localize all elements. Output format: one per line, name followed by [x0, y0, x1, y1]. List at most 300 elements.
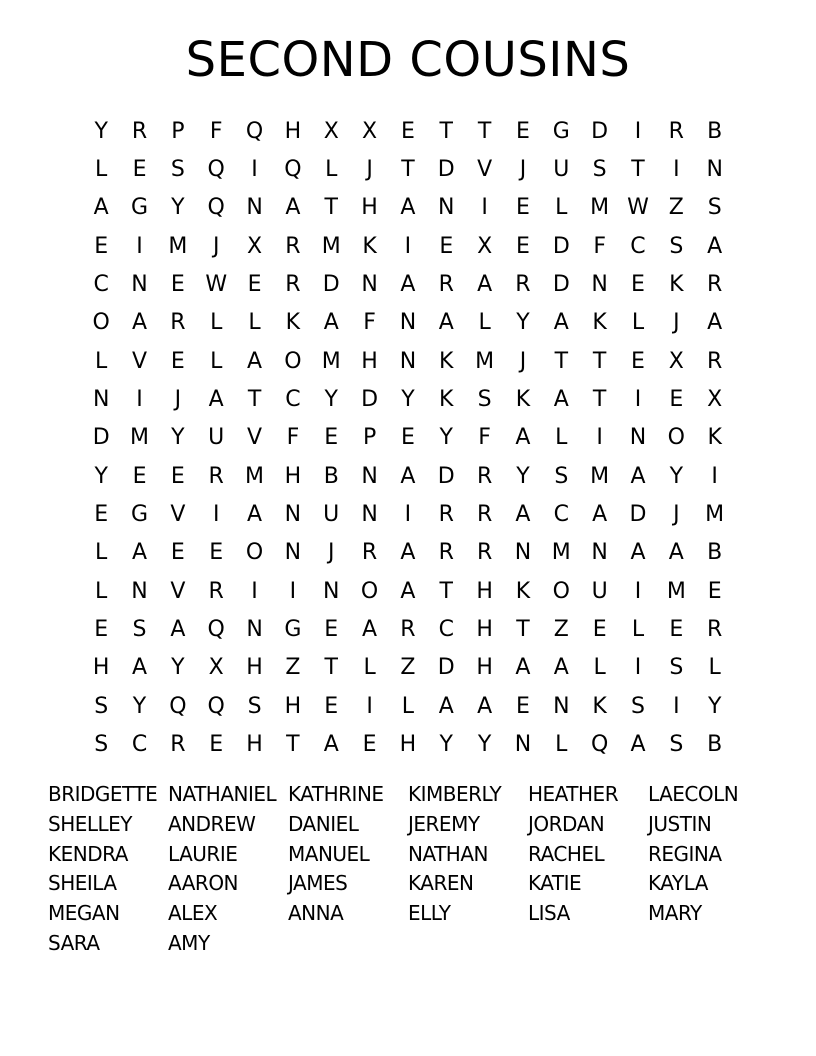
- word-list-item: KENDRA: [48, 841, 128, 866]
- grid-letter: L: [631, 310, 645, 336]
- grid-letter: F: [209, 118, 223, 144]
- grid-letter: V: [170, 502, 186, 528]
- word-list-item: ELLY: [408, 901, 451, 926]
- grid-letter: S: [132, 617, 147, 643]
- grid-letter: N: [399, 310, 417, 336]
- grid-letter: C: [553, 502, 569, 528]
- grid-letter: L: [210, 348, 223, 374]
- grid-letter: P: [362, 425, 377, 451]
- grid-letter: R: [361, 540, 378, 566]
- grid-letter: R: [707, 348, 723, 374]
- grid-letter: D: [437, 463, 455, 489]
- grid-letter: H: [246, 655, 263, 681]
- grid-letter: A: [208, 387, 224, 413]
- word-list-item: SHEILA: [48, 871, 117, 896]
- grid-letter: O: [360, 578, 379, 604]
- grid-letter: N: [629, 425, 647, 451]
- grid-letter: T: [631, 157, 645, 183]
- grid-letter: T: [516, 617, 530, 643]
- grid-letter: E: [516, 233, 530, 259]
- grid-letter: T: [247, 387, 262, 413]
- grid-letter: M: [321, 233, 341, 259]
- grid-letter: E: [132, 463, 147, 489]
- grid-letter: J: [327, 540, 335, 566]
- grid-letter: L: [325, 157, 338, 183]
- grid-letter: A: [400, 578, 416, 604]
- grid-letter: H: [284, 463, 302, 489]
- grid-letter: E: [516, 693, 530, 719]
- grid-letter: I: [634, 578, 642, 604]
- grid-letter: T: [439, 578, 453, 604]
- grid-letter: A: [438, 693, 454, 719]
- grid-letter: J: [673, 310, 680, 336]
- grid-letter: X: [477, 233, 493, 259]
- word-list-item: KAYLA: [648, 871, 708, 896]
- grid-letter: N: [438, 195, 455, 221]
- grid-letter: R: [285, 272, 301, 298]
- grid-letter: N: [246, 195, 263, 221]
- grid-letter: L: [593, 655, 606, 681]
- grid-letter: E: [94, 233, 109, 259]
- grid-letter: K: [285, 310, 301, 336]
- grid-letter: S: [631, 693, 645, 719]
- grid-letter: Q: [284, 157, 302, 183]
- grid-letter: M: [551, 540, 571, 566]
- grid-letter: R: [400, 617, 416, 643]
- grid-letter: S: [170, 157, 185, 183]
- grid-letter: N: [284, 502, 302, 528]
- grid-letter: A: [630, 732, 646, 758]
- grid-letter: E: [170, 540, 185, 566]
- grid-letter: D: [361, 387, 379, 413]
- grid-letter: S: [94, 693, 109, 719]
- grid-letter: Z: [553, 617, 569, 643]
- grid-letter: D: [92, 425, 110, 451]
- grid-letter: R: [707, 272, 723, 298]
- grid-letter: L: [555, 425, 568, 451]
- grid-letter: T: [554, 348, 569, 374]
- grid-letter: K: [707, 425, 722, 451]
- grid-letter: C: [438, 617, 454, 643]
- grid-letter: E: [324, 617, 339, 643]
- grid-letter: C: [93, 272, 109, 298]
- grid-letter: Q: [207, 195, 225, 221]
- grid-letter: E: [94, 502, 109, 528]
- grid-letter: A: [247, 502, 263, 528]
- word-list-item: MEGAN: [48, 901, 120, 926]
- grid-letter: U: [553, 157, 570, 183]
- grid-letter: S: [94, 732, 109, 758]
- grid-letter: Q: [245, 118, 264, 144]
- grid-letter: N: [399, 348, 417, 374]
- grid-letter: X: [668, 348, 684, 374]
- grid-letter: G: [552, 118, 570, 144]
- grid-letter: S: [669, 655, 684, 681]
- grid-letter: K: [515, 578, 531, 604]
- grid-letter: I: [212, 502, 220, 528]
- grid-letter: H: [476, 655, 493, 681]
- grid-letter: N: [246, 617, 263, 643]
- grid-letter: A: [477, 693, 493, 719]
- grid-letter: A: [553, 655, 569, 681]
- grid-letter: N: [514, 732, 532, 758]
- grid-letter: S: [477, 387, 492, 413]
- grid-letter: B: [707, 118, 723, 144]
- grid-letter: T: [592, 348, 607, 374]
- grid-letter: R: [668, 118, 684, 144]
- grid-letter: N: [591, 540, 608, 566]
- grid-letter: G: [130, 195, 149, 221]
- grid-letter: E: [400, 425, 415, 451]
- grid-letter: D: [437, 157, 455, 183]
- grid-letter: S: [592, 157, 607, 183]
- grid-letter: S: [707, 195, 722, 221]
- grid-letter: L: [363, 655, 376, 681]
- grid-letter: I: [711, 463, 718, 489]
- grid-letter: M: [245, 463, 265, 489]
- grid-letter: N: [361, 272, 378, 298]
- grid-letter: Z: [400, 655, 416, 681]
- grid-letter: Y: [171, 195, 185, 221]
- grid-letter: S: [669, 233, 684, 259]
- word-list-item: SARA: [48, 930, 100, 955]
- grid-letter: A: [170, 617, 186, 643]
- grid-letter: R: [515, 272, 531, 298]
- grid-letter: R: [170, 310, 186, 336]
- grid-letter: A: [592, 502, 608, 528]
- grid-letter: O: [552, 578, 570, 604]
- grid-letter: A: [515, 502, 531, 528]
- grid-letter: K: [592, 310, 607, 336]
- grid-letter: M: [590, 463, 610, 489]
- grid-letter: X: [323, 118, 339, 144]
- grid-letter: M: [321, 348, 341, 374]
- grid-letter: A: [553, 310, 569, 336]
- grid-letter: L: [555, 732, 568, 758]
- grid-letter: N: [284, 540, 302, 566]
- grid-letter: C: [285, 387, 301, 413]
- grid-letter: Y: [477, 732, 492, 758]
- grid-letter: V: [247, 425, 263, 451]
- grid-letter: T: [439, 118, 453, 144]
- grid-letter: Y: [324, 387, 338, 413]
- grid-letter: F: [286, 425, 300, 451]
- grid-letter: T: [401, 157, 415, 183]
- grid-letter: R: [170, 732, 186, 758]
- grid-letter: R: [476, 502, 493, 528]
- grid-letter: A: [515, 655, 531, 681]
- grid-letter: H: [246, 732, 263, 758]
- grid-letter: D: [552, 233, 570, 259]
- grid-letter: A: [362, 617, 378, 643]
- grid-letter: A: [400, 272, 416, 298]
- grid-letter: L: [95, 540, 108, 566]
- grid-letter: L: [95, 578, 108, 604]
- grid-letter: K: [669, 272, 684, 298]
- grid-letter: O: [284, 348, 302, 374]
- grid-letter: J: [673, 502, 680, 528]
- grid-letter: Y: [669, 463, 684, 489]
- grid-letter: G: [130, 502, 149, 528]
- grid-letter: H: [284, 693, 302, 719]
- grid-letter: Y: [516, 310, 530, 336]
- grid-letter: K: [515, 387, 531, 413]
- grid-letter: A: [131, 540, 148, 566]
- word-list-item: AARON: [168, 871, 239, 896]
- grid-letter: N: [323, 578, 340, 604]
- grid-letter: A: [707, 233, 723, 259]
- grid-letter: A: [131, 310, 148, 336]
- grid-letter: V: [170, 578, 186, 604]
- grid-letter: A: [247, 348, 263, 374]
- grid-letter: M: [168, 233, 188, 259]
- word-list: [48, 780, 788, 959]
- grid-letter: A: [323, 310, 339, 336]
- grid-letter: X: [247, 233, 263, 259]
- grid-letter: J: [212, 233, 220, 259]
- grid-letter: I: [366, 693, 373, 719]
- grid-letter: A: [400, 463, 416, 489]
- letter-grid: [82, 112, 734, 772]
- grid-letter: A: [553, 387, 569, 413]
- grid-letter: L: [95, 157, 108, 183]
- word-list-item: BRIDGETTE: [48, 782, 158, 806]
- word-list-item: AMY: [168, 930, 210, 955]
- word-list-item: HEATHER: [528, 782, 619, 806]
- grid-letter: I: [404, 233, 412, 259]
- grid-letter: E: [592, 617, 607, 643]
- grid-letter: T: [477, 118, 492, 144]
- grid-letter: U: [208, 425, 225, 451]
- grid-letter: A: [668, 540, 684, 566]
- grid-letter: H: [92, 655, 110, 681]
- grid-letter: C: [630, 233, 646, 259]
- word-list-item: JORDAN: [528, 811, 605, 836]
- grid-letter: Y: [707, 693, 722, 719]
- word-list-item: LAURIE: [168, 841, 238, 866]
- grid-letter: I: [136, 233, 143, 259]
- grid-letter: H: [476, 617, 493, 643]
- grid-letter: N: [361, 502, 378, 528]
- grid-letter: E: [362, 732, 377, 758]
- word-list-item: ANNA: [288, 901, 344, 926]
- grid-letter: Q: [207, 157, 225, 183]
- grid-letter: M: [705, 502, 725, 528]
- word-list-item: DANIEL: [288, 811, 359, 836]
- grid-letter: E: [669, 387, 684, 413]
- grid-letter: L: [478, 310, 491, 336]
- grid-letter: N: [553, 693, 570, 719]
- grid-letter: R: [208, 578, 224, 604]
- grid-letter: Y: [132, 693, 147, 719]
- grid-letter: V: [131, 348, 148, 374]
- word-list-item: REGINA: [648, 841, 722, 866]
- grid-letter: F: [593, 233, 606, 259]
- grid-letter: L: [631, 617, 645, 643]
- grid-letter: I: [136, 387, 143, 413]
- word-list-item: MANUEL: [288, 841, 370, 866]
- grid-letter: I: [673, 157, 680, 183]
- grid-letter: D: [552, 272, 570, 298]
- grid-letter: A: [400, 540, 416, 566]
- grid-letter: B: [323, 463, 339, 489]
- grid-letter: J: [519, 157, 527, 183]
- grid-letter: L: [248, 310, 261, 336]
- grid-letter: A: [630, 463, 646, 489]
- grid-letter: D: [322, 272, 340, 298]
- grid-letter: D: [437, 655, 455, 681]
- grid-letter: A: [131, 655, 148, 681]
- grid-letter: A: [515, 425, 531, 451]
- grid-letter: I: [251, 157, 258, 183]
- grid-letter: O: [92, 310, 110, 336]
- grid-letter: E: [170, 272, 185, 298]
- grid-letter: J: [366, 157, 373, 183]
- grid-letter: M: [130, 425, 149, 451]
- grid-letter: E: [707, 578, 722, 604]
- grid-letter: L: [708, 655, 721, 681]
- grid-letter: F: [363, 310, 376, 336]
- grid-letter: E: [247, 272, 262, 298]
- grid-letter: S: [669, 732, 684, 758]
- grid-letter: H: [476, 578, 493, 604]
- grid-letter: E: [400, 118, 415, 144]
- grid-letter: R: [285, 233, 301, 259]
- grid-letter: U: [591, 578, 608, 604]
- word-list-item: KAREN: [408, 871, 474, 896]
- grid-letter: E: [132, 157, 147, 183]
- grid-letter: A: [93, 195, 109, 221]
- grid-letter: X: [362, 118, 378, 144]
- word-list-item: RACHEL: [528, 841, 605, 866]
- grid-letter: N: [591, 272, 608, 298]
- grid-letter: W: [205, 272, 228, 298]
- grid-letter: E: [631, 272, 645, 298]
- grid-letter: H: [361, 348, 378, 374]
- grid-letter: X: [707, 387, 723, 413]
- grid-letter: Y: [171, 425, 185, 451]
- grid-letter: Q: [207, 693, 225, 719]
- grid-letter: H: [284, 118, 302, 144]
- word-list-item: JEREMY: [408, 811, 480, 836]
- grid-letter: H: [361, 195, 378, 221]
- grid-letter: E: [209, 732, 224, 758]
- grid-letter: I: [481, 195, 488, 221]
- word-list-item: JAMES: [288, 871, 348, 896]
- grid-letter: F: [478, 425, 491, 451]
- grid-letter: E: [170, 348, 185, 374]
- grid-letter: Y: [94, 463, 108, 489]
- grid-letter: E: [170, 463, 185, 489]
- grid-letter: A: [477, 272, 493, 298]
- grid-letter: Y: [439, 732, 453, 758]
- grid-letter: I: [634, 387, 642, 413]
- grid-letter: M: [475, 348, 495, 374]
- grid-letter: H: [399, 732, 417, 758]
- grid-letter: D: [629, 502, 647, 528]
- grid-letter: M: [590, 195, 610, 221]
- grid-letter: A: [438, 310, 454, 336]
- grid-letter: L: [555, 195, 568, 221]
- grid-letter: R: [438, 540, 454, 566]
- grid-letter: Q: [169, 693, 187, 719]
- grid-letter: R: [476, 540, 493, 566]
- grid-letter: J: [174, 387, 182, 413]
- grid-letter: E: [439, 233, 454, 259]
- grid-letter: K: [362, 233, 377, 259]
- grid-letter: M: [666, 578, 686, 604]
- grid-letter: R: [707, 617, 723, 643]
- grid-letter: O: [667, 425, 685, 451]
- grid-letter: I: [404, 502, 412, 528]
- grid-letter: Y: [401, 387, 415, 413]
- word-list-item: NATHANIEL: [168, 782, 277, 806]
- word-list-item: SHELLEY: [48, 811, 133, 836]
- grid-letter: A: [285, 195, 301, 221]
- grid-letter: R: [131, 118, 148, 144]
- grid-letter: K: [439, 348, 454, 374]
- grid-letter: I: [634, 118, 642, 144]
- grid-letter: R: [476, 463, 493, 489]
- grid-letter: A: [400, 195, 416, 221]
- grid-letter: N: [131, 578, 148, 604]
- grid-letter: U: [323, 502, 340, 528]
- grid-letter: I: [251, 578, 258, 604]
- grid-letter: N: [92, 387, 110, 413]
- word-list-item: JUSTIN: [648, 811, 712, 836]
- grid-letter: S: [247, 693, 262, 719]
- grid-letter: G: [284, 617, 302, 643]
- grid-letter: A: [707, 310, 723, 336]
- grid-letter: C: [131, 732, 148, 758]
- grid-letter: P: [171, 118, 185, 144]
- word-list-item: LAECOLN: [648, 782, 739, 806]
- grid-letter: E: [516, 118, 530, 144]
- word-list-item: ALEX: [168, 901, 218, 926]
- grid-letter: Y: [439, 425, 453, 451]
- grid-letter: Z: [668, 195, 684, 221]
- grid-letter: N: [131, 272, 148, 298]
- grid-letter: T: [592, 387, 607, 413]
- grid-letter: Q: [207, 617, 225, 643]
- grid-letter: B: [707, 732, 723, 758]
- grid-letter: K: [439, 387, 454, 413]
- grid-letter: E: [669, 617, 684, 643]
- grid-letter: V: [477, 157, 493, 183]
- grid-letter: E: [516, 195, 530, 221]
- grid-letter: T: [324, 195, 338, 221]
- grid-letter: Y: [516, 463, 530, 489]
- grid-letter: A: [630, 540, 646, 566]
- grid-letter: R: [208, 463, 224, 489]
- grid-letter: N: [706, 157, 723, 183]
- grid-letter: L: [210, 310, 223, 336]
- grid-letter: T: [324, 655, 338, 681]
- grid-letter: R: [438, 502, 454, 528]
- grid-letter: W: [627, 195, 649, 221]
- word-list-item: NATHAN: [408, 841, 488, 866]
- word-list-item: KATHRINE: [288, 782, 384, 806]
- grid-letter: I: [289, 578, 297, 604]
- grid-letter: O: [245, 540, 264, 566]
- grid-letter: Z: [285, 655, 301, 681]
- word-list-item: MARY: [648, 901, 702, 926]
- grid-letter: D: [591, 118, 609, 144]
- grid-letter: I: [634, 655, 642, 681]
- grid-letter: N: [514, 540, 532, 566]
- grid-letter: T: [286, 732, 300, 758]
- grid-letter: N: [361, 463, 378, 489]
